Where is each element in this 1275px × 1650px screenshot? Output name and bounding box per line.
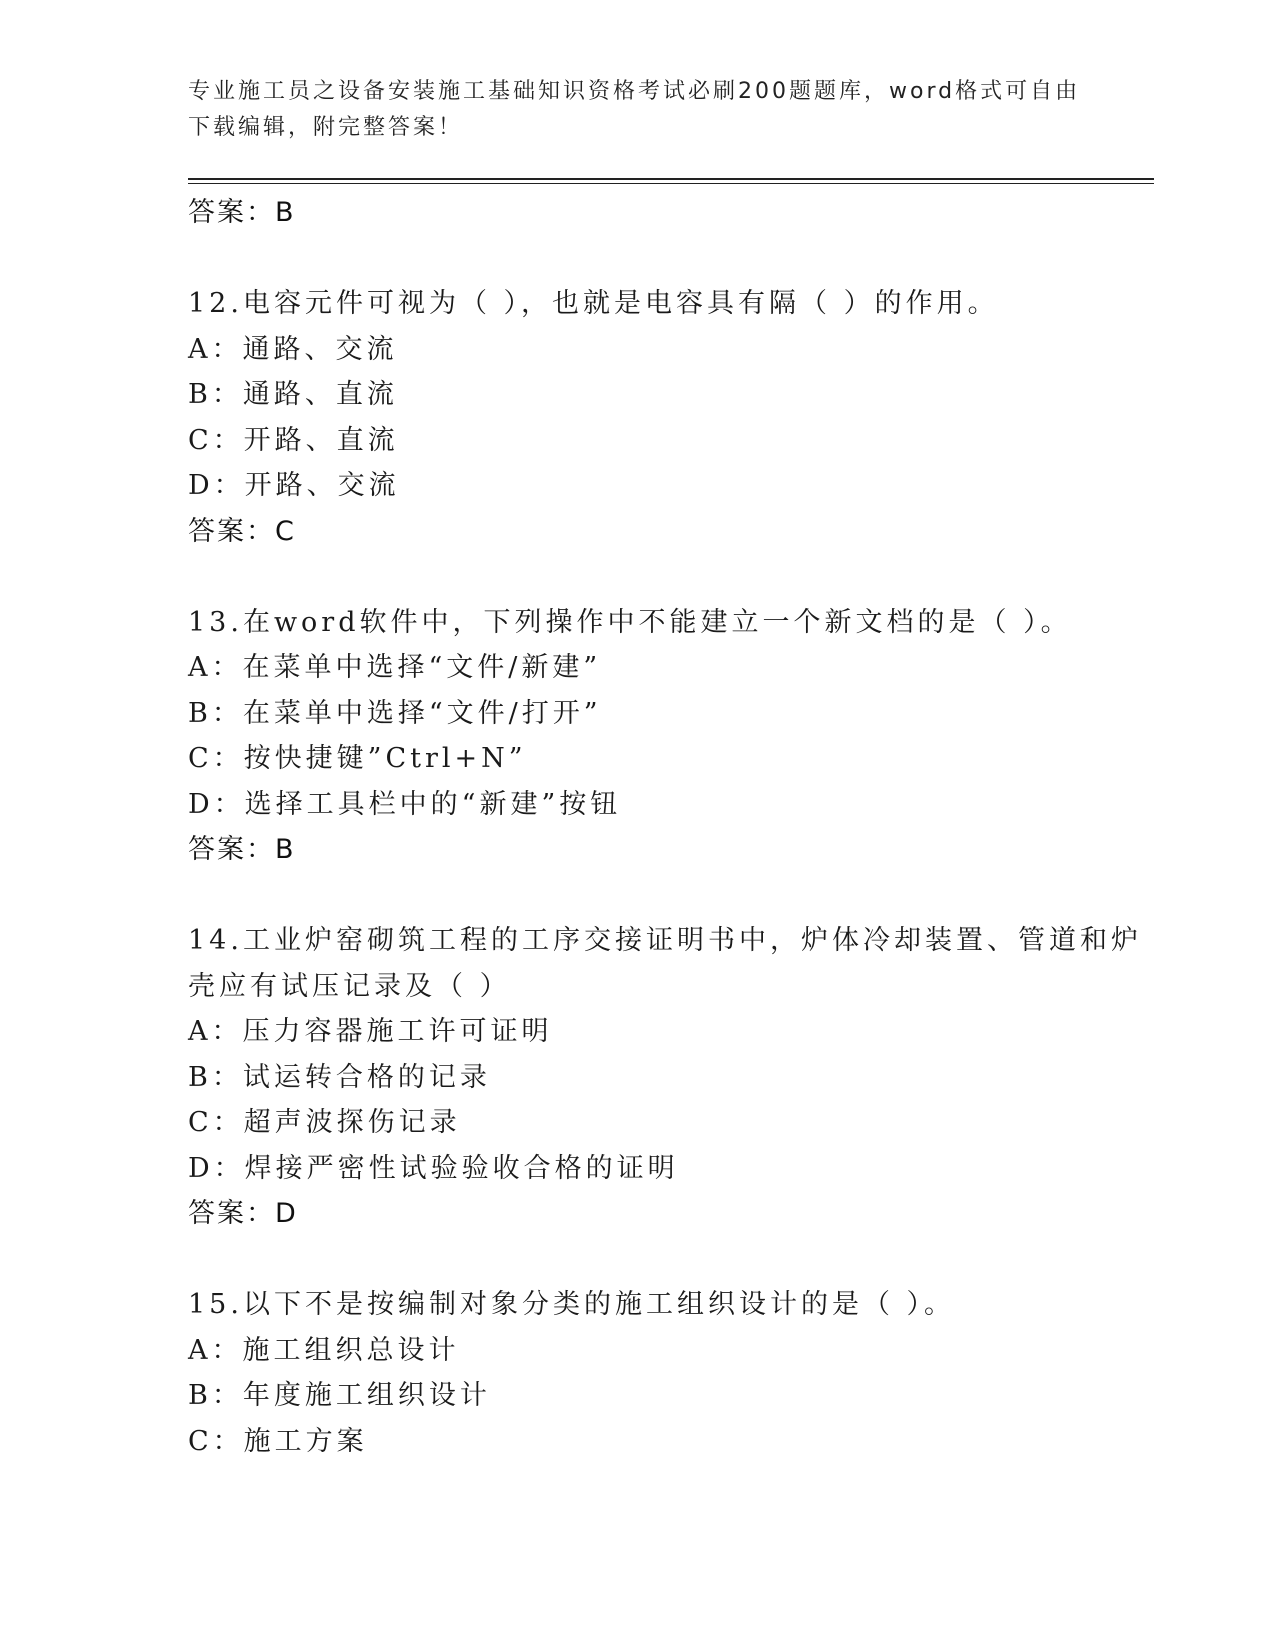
question-text: 12.电容元件可视为（ ），也就是电容具有隔（ ）的作用。 [188,288,999,319]
header-line-1: 专业施工员之设备安装施工基础知识资格考试必刷200题题库，word格式可自由 [188,79,1081,104]
option-a: A：施工组织总设计 [188,1334,460,1366]
question-14 [188,918,1142,1237]
answer-label: 答案：D [188,1198,298,1229]
option-b: B：在菜单中选择“文件/打开” [188,697,602,729]
option-b: B：年度施工组织设计 [188,1380,491,1411]
answer-label: 答案：B [188,197,296,228]
option-b: B：通路、直流 [188,379,398,410]
spacer [188,236,1088,281]
spacer [188,873,1088,918]
option-d: D：选择工具栏中的“新建”按钮 [188,788,622,820]
answer-label: 答案：C [188,515,296,547]
header-divider-thin [188,183,1154,184]
option-a: A：在菜单中选择“文件/新建” [188,652,602,683]
question-15 [188,1282,1088,1464]
question-text: 13.在word软件中，下列操作中不能建立一个新文档的是（ ）。 [188,606,1072,638]
option-b: B：试运转合格的记录 [188,1061,491,1093]
option-c: C：施工方案 [188,1425,368,1457]
question-list [188,190,1142,1464]
question-text: 14.工业炉窑砌筑工程的工序交接证明书中，炉体冷却装置、管道和炉 [188,925,1142,956]
question-13 [188,600,1088,874]
question-text-continued: 壳应有试压记录及（ ） [188,970,511,1002]
spacer [188,1237,1088,1282]
spacer [188,555,1088,600]
header-divider [188,178,1154,180]
answer-label: 答案：B [188,834,296,865]
header-line-2: 下载编辑，附完整答案！ [188,115,464,140]
option-d: D：开路、交流 [188,470,400,501]
option-d: D：焊接严密性试验验收合格的证明 [188,1152,679,1184]
option-a: A：通路、交流 [188,333,398,365]
option-a: A：压力容器施工许可证明 [188,1016,553,1047]
question-text: 15.以下不是按编制对象分类的施工组织设计的是（ ）。 [188,1289,956,1320]
page-header [188,74,1088,146]
option-c: C：开路、直流 [188,424,399,456]
option-c: C：按快捷键”Ctrl+N” [188,743,527,774]
question-12 [188,281,1088,555]
option-c: C：超声波探伤记录 [188,1107,461,1138]
